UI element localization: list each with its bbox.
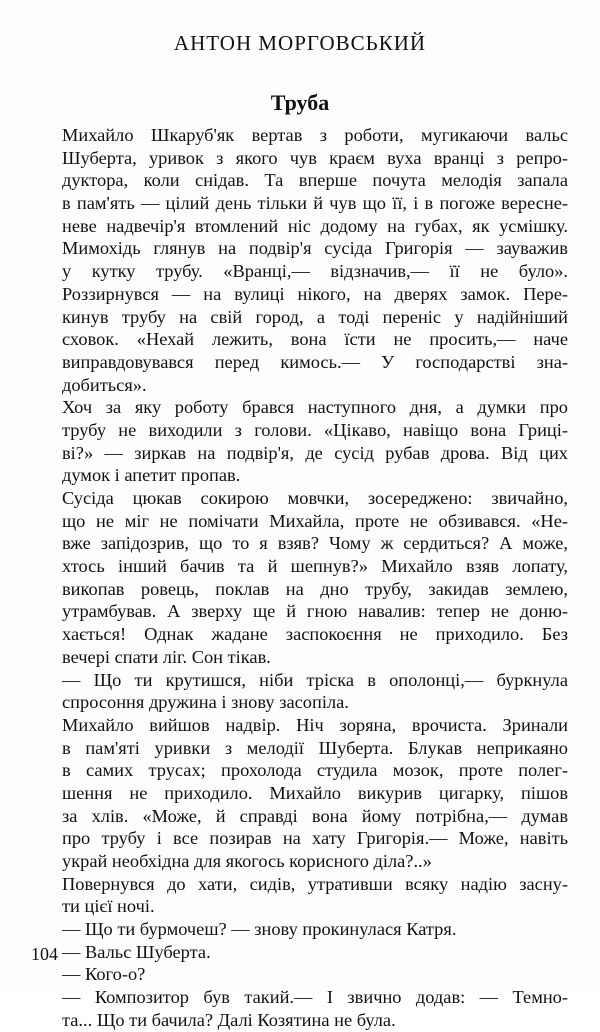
text-line: ти цієї ночі. <box>62 896 155 917</box>
text-line: хається! Однак жадане заспокоєння не приходило. Без <box>62 624 568 645</box>
text-line: спросоння дружина і знову засопіла. <box>62 692 349 713</box>
text-line: Михайло Шкаруб'як вертав з роботи, мугикаючи вальс <box>62 125 568 145</box>
text-line: Повернувся до хати, сидів, утративши всяку надію засну- <box>62 873 568 894</box>
text-line: вечері спати ліг. Сон тікав. <box>62 646 271 667</box>
text-line: добиться». <box>62 374 147 395</box>
text-line: хтось інший бачив та й шепнув?» Михайло взяв лопату, <box>62 556 568 577</box>
text-line: викопав ровець, поклав на дно трубу, закидав землею, <box>62 578 568 599</box>
text-line: та... Що ти бачила? Далі Козятина не була. <box>62 1009 396 1030</box>
text-line: сховок. «Нехай лежить, вона їсти не просить,— наче <box>62 329 568 350</box>
text-line: — Що ти крутишся, ніби тріска в ополонці,— буркнула <box>62 669 568 690</box>
text-line: думок і апетит пропав. <box>62 465 241 486</box>
text-line: вже запідозрив, що то я взяв? Чому ж сердиться? А може, <box>62 533 568 554</box>
text-line: ві?» — зиркав на подвір'я, де сусід рубав дрова. Від цих <box>62 442 568 463</box>
text-line: — Композитор був такий.— І звично додав: — Темно- <box>62 987 568 1008</box>
text-line: в самих трусах; прохолода студила мозок, проте полег- <box>62 760 568 781</box>
text-line: в пам'яті уривки з мелодії Шуберта. Блукав неприкаяно <box>62 737 568 758</box>
text-line: у кутку трубу. «Вранці,— відзначив,— її не було». <box>62 261 568 282</box>
text-line: дуктора, коли снідав. Та вперше почута мелодія запала <box>62 170 568 191</box>
story-text <box>62 124 568 1032</box>
text-line: Сусіда цюкав сокирою мовчки, зосереджено: звичайно, <box>62 488 568 508</box>
text-line: неве надвечір'я втомлений ніс додому на губах, як усмішку. <box>62 215 568 236</box>
text-line: утрамбував. А зверху ще й гною навалив: тепер не доню- <box>62 601 568 622</box>
page-number: 104 <box>31 944 58 964</box>
text-line: Мимохідь глянув на подвір'я сусіда Григорія — зауважив <box>62 238 568 259</box>
text-line: Хоч за яку роботу брався наступного дня, а думки про <box>62 397 568 418</box>
text-line: Михайло вийшов надвір. Ніч зоряна, врочиста. Зринали <box>62 714 568 735</box>
text-line: — Кого-о? <box>62 964 146 985</box>
text-line: про трубу і все позирав на хату Григорія.— Може, навіть <box>62 828 568 849</box>
text-line: кинув трубу на свій город, а тоді переніс у надійніший <box>62 306 568 327</box>
text-line: в пам'ять — цілий день тільки й чув що її, і в погоже вересне- <box>62 193 568 214</box>
text-line: шення не приходило. Михайло викурив цигарку, пішов <box>62 782 568 803</box>
text-line: виправдовувався перед кимось.— У господарстві зна- <box>62 351 568 372</box>
story-title: Труба <box>270 90 330 115</box>
text-line: украй необхідна для якогось корисного діла?..» <box>62 851 432 871</box>
text-line: Шуберта, уривок з якого чув краєм вуха вранці з репро- <box>62 147 568 168</box>
text-line: трубу не виходили з голови. «Цікаво, навіщо вона Гриці- <box>62 419 568 440</box>
text-line: що не міг не помічати Михайла, проте не обзивався. «Не- <box>62 510 568 531</box>
text-line: — Вальс Шуберта. <box>62 941 211 962</box>
author-name: АНТОН МОРГОВСЬКИЙ <box>173 31 427 55</box>
text-line: — Що ти бурмочеш? — знову прокинулася Катря. <box>62 919 457 940</box>
text-line: за хлів. «Може, й справді вона йому потрібна,— думав <box>62 805 568 826</box>
text-line: Роззирнувся — на вулиці нікого, на дверях замок. Пере- <box>62 283 568 304</box>
